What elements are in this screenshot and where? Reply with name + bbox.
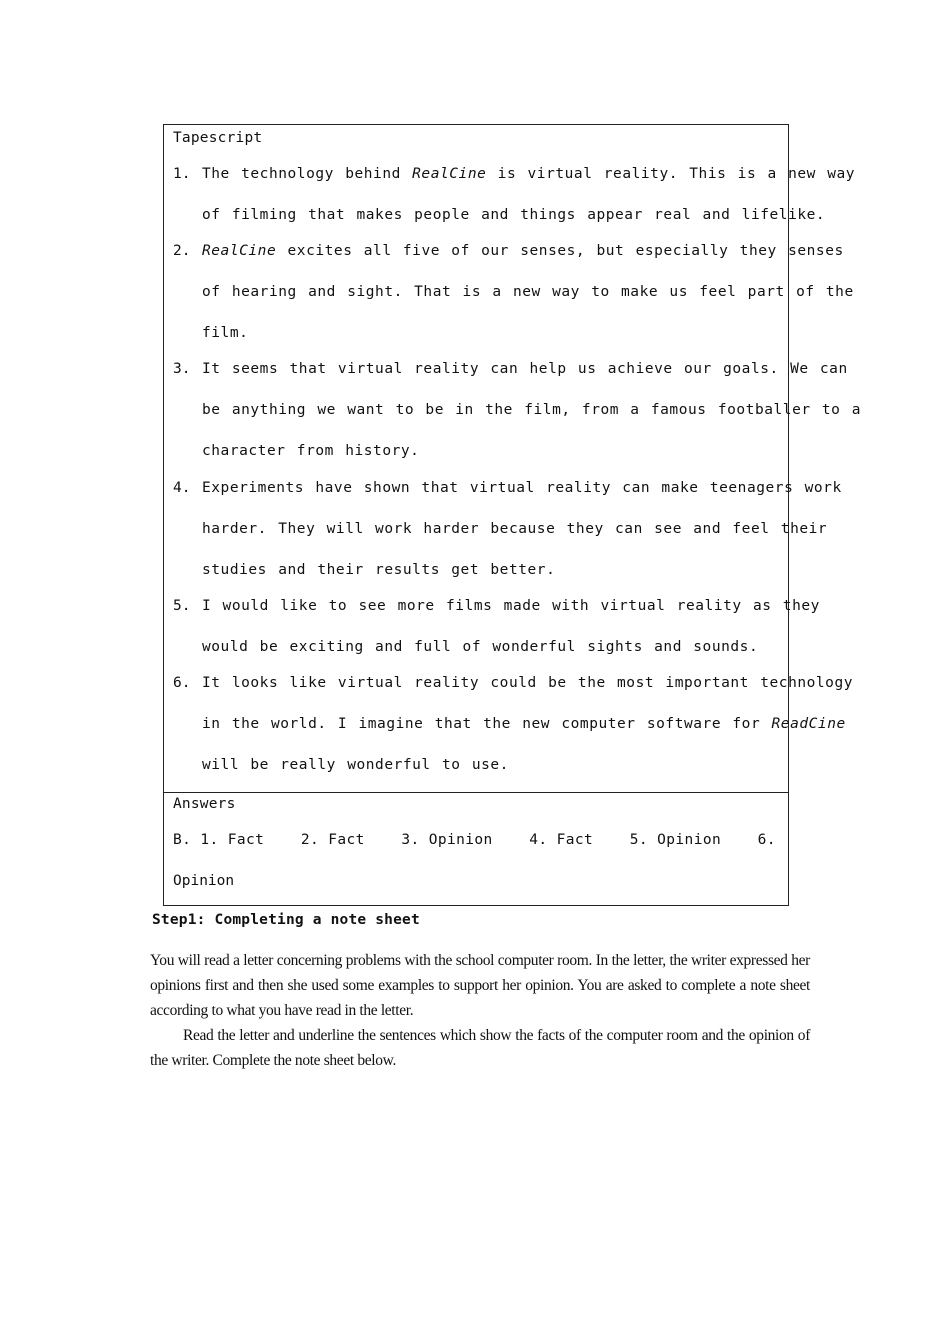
- answer-cell: 3. Opinion: [401, 832, 493, 848]
- answer-cell: 5. Opinion: [629, 832, 722, 848]
- item-line: will be really wonderful to use.: [202, 757, 509, 773]
- step-heading: Step1: Completing a note sheet: [152, 912, 420, 928]
- answer-wrap: Opinion: [173, 873, 235, 889]
- item-line: RealCine excites all five of our senses, but especially they senses: [202, 243, 844, 259]
- tapescript-title: Tapescript: [173, 130, 263, 146]
- item-line: The technology behind RealCine is virtual reality. This is a new way: [202, 166, 856, 182]
- item-number: 4.: [173, 480, 191, 496]
- item-line: It looks like virtual reality could be the most important technology: [202, 675, 854, 691]
- tapescript-answers-box: [163, 124, 862, 906]
- answer-cell: B. 1. Fact: [173, 832, 265, 848]
- item-line: studies and their results get better.: [202, 562, 556, 578]
- item-line: It seems that virtual reality can help us achieve our goals. We can: [202, 361, 848, 377]
- answer-cell: 6.: [757, 832, 776, 848]
- item-line: film.: [202, 325, 249, 341]
- item-line: of filming that makes people and things appear real and lifelike.: [202, 207, 826, 223]
- answers-section: [164, 792, 788, 905]
- item-line: would be exciting and full of wonderful sights and sounds.: [202, 639, 759, 655]
- item-number: 5.: [173, 598, 191, 614]
- answers-title: Answers: [173, 796, 236, 812]
- instruction-paragraph: Read the letter and underline the sentences which show the facts of the computer room and the opinion of the writer. Complete the note sheet below.: [150, 1027, 810, 1069]
- item-number: 6.: [173, 675, 191, 691]
- item-line: I would like to see more films made with virtual reality as they: [202, 598, 820, 614]
- film-title: ReadCine: [771, 716, 846, 732]
- item-line: Experiments have shown that virtual reality can make teenagers work: [202, 480, 842, 496]
- item-number: 1.: [173, 166, 191, 182]
- item-number: 3.: [173, 361, 191, 377]
- film-title: RealCine: [412, 166, 487, 182]
- item-line: in the world. I imagine that the new computer software for ReadCine: [202, 716, 846, 732]
- answer-cell: 2. Fact: [300, 832, 365, 848]
- item-line: character from history.: [202, 443, 420, 459]
- instruction-paragraph: You will read a letter concerning problems with the school computer room. In the letter, the writer expressed her opinions first and then she used some examples to support her opinion. You are asked to complete a note sheet according to what you have read in the letter.: [150, 952, 810, 1019]
- item-line: of hearing and sight. That is a new way to make us feel part of the: [202, 284, 854, 300]
- answer-cell: 4. Fact: [529, 832, 594, 848]
- answers-row: [173, 832, 776, 848]
- item-line: harder. They will work harder because they can see and feel their: [202, 521, 828, 537]
- film-title: RealCine: [202, 243, 277, 259]
- item-number: 2.: [173, 243, 191, 259]
- tapescript-section: [164, 125, 862, 793]
- item-line: be anything we want to be in the film, from a famous footballer to a: [202, 402, 862, 418]
